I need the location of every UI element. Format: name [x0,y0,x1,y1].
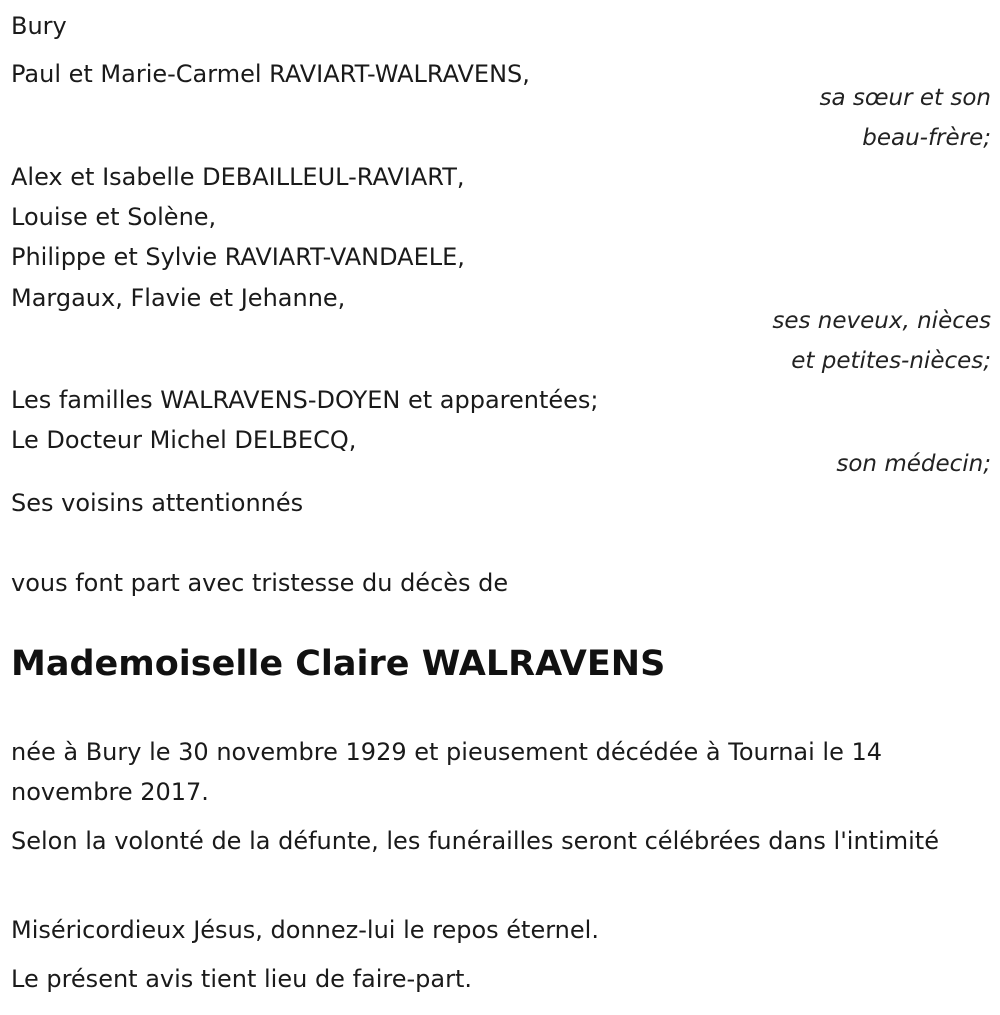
announcement-line: vous font part avec tristesse du décès de [11,569,509,597]
doctor-relation: son médecin; [836,451,991,477]
families-line: Les familles WALRAVENS-DOYEN et apparentées; [11,386,599,414]
sister-relation-line1: sa sœur et son [819,85,991,111]
birth-death-paragraph: née à Bury le 30 novembre 1929 et pieusement décédée à Tournai le 14 novembre 2017. [11,738,883,806]
neighbors-line: Ses voisins attentionnés [11,489,304,517]
nephew-couple-1: Alex et Isabelle DEBAILLEUL-RAVIART, [11,163,465,191]
funeral-paragraph: Selon la volonté de la défunte, les funérailles seront célébrées dans l'intimité [11,827,939,855]
nephews-relation-line2: et petites-nièces; [791,348,991,374]
nephew-couple-2: Philippe et Sylvie RAVIART-VANDAELE, [11,243,465,271]
grandnieces-2: Margaux, Flavie et Jehanne, [11,284,346,312]
prayer-paragraph: Miséricordieux Jésus, donnez-lui le repos éternel. [11,916,599,944]
grandnieces-1: Louise et Solène, [11,203,217,231]
deceased-name: Mademoiselle Claire WALRAVENS [11,644,666,684]
sister-relation-line2: beau-frère; [862,125,991,151]
notice-paragraph: Le présent avis tient lieu de faire-part. [11,965,473,993]
sister-names: Paul et Marie-Carmel RAVIART-WALRAVENS, [11,60,530,88]
doctor-line: Le Docteur Michel DELBECQ, [11,426,357,454]
nephews-relation-line1: ses neveux, nièces [772,308,991,334]
location-heading: Bury [11,12,67,40]
